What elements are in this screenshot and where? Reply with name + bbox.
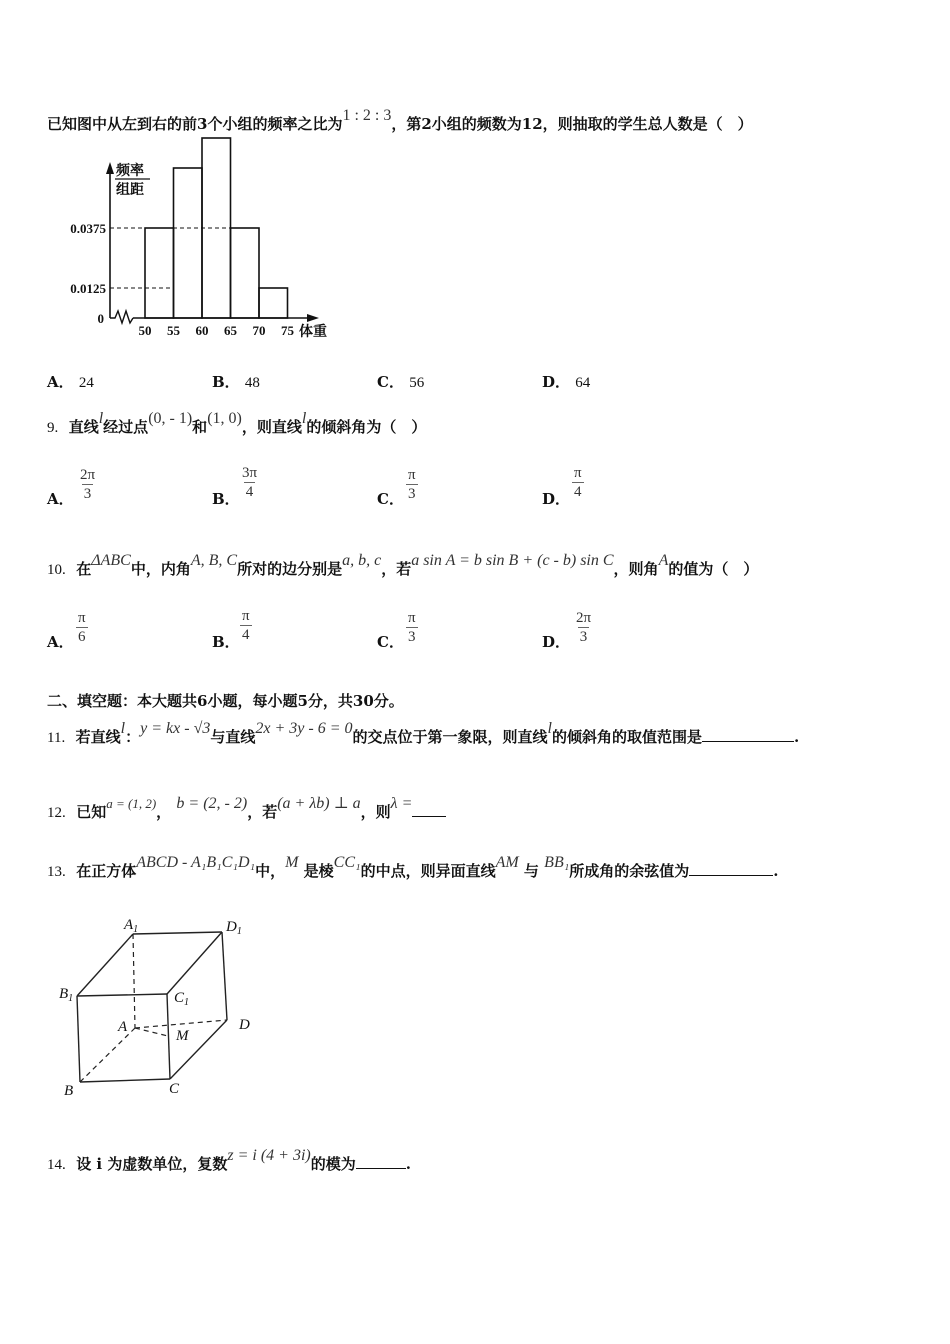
edge-b1-a1 bbox=[77, 934, 133, 996]
edge-c1-d1 bbox=[167, 932, 222, 994]
y-tick-0.0125: 0.0125 bbox=[70, 281, 106, 296]
label-m: M bbox=[176, 1028, 189, 1044]
q10-option-a-frac: $\frac{\pi}{6}$ bbox=[78, 610, 86, 645]
q13-answer-blank[interactable] bbox=[689, 861, 773, 876]
bar-70-75 bbox=[259, 288, 288, 318]
edge-b-c bbox=[80, 1079, 170, 1082]
q10-option-b-frac: $\frac{\pi}{4}$ bbox=[242, 608, 250, 643]
q10-option-d-frac: $\frac{2\pi}{3}$ bbox=[576, 610, 592, 645]
x-tick-75: 75 bbox=[281, 323, 294, 338]
x-tick-65: 65 bbox=[224, 323, 237, 338]
bar-50-55 bbox=[145, 228, 174, 318]
x-tick-50: 50 bbox=[138, 323, 152, 338]
axis-break bbox=[110, 311, 133, 323]
q8-option-d[interactable]: D． 64 bbox=[542, 373, 591, 391]
edge-b1-c1 bbox=[77, 994, 167, 996]
x-axis-arrow bbox=[307, 314, 319, 322]
q9-option-a-frac: $\frac{2\pi}{3}$ bbox=[80, 467, 96, 502]
edge-b1-b bbox=[77, 996, 80, 1082]
q10-option-d[interactable]: D． bbox=[542, 633, 571, 651]
cube-diagram bbox=[55, 912, 265, 1102]
q10-option-b[interactable]: B． bbox=[212, 633, 240, 651]
q8-option-c[interactable]: C． 56 bbox=[377, 373, 425, 391]
q14-answer-blank[interactable] bbox=[356, 1154, 406, 1169]
edge-d1-d bbox=[222, 932, 227, 1020]
q10-option-a[interactable]: A． bbox=[47, 633, 74, 651]
q9-option-b-frac: $\frac{3\pi}{4}$ bbox=[242, 465, 258, 500]
section-2-heading: 二、填空题：本大题共6小题，每小题5分，共30分。 bbox=[47, 692, 404, 710]
edge-c1-c bbox=[167, 994, 170, 1079]
q8-option-b[interactable]: B． 48 bbox=[212, 373, 260, 391]
q9-option-b[interactable]: B． bbox=[212, 490, 240, 508]
q14-stem: 14. 设 i 为虚数单位，复数z = i (4 + 3i)的模为 . bbox=[47, 1147, 411, 1173]
q10-option-c-frac: $\frac{\pi}{3}$ bbox=[408, 610, 416, 645]
y-tick-0.0375: 0.0375 bbox=[70, 221, 106, 236]
label-d1: $D_1$ bbox=[226, 919, 242, 937]
y-label-bottom: 组距 bbox=[116, 183, 144, 198]
y-label-top: 频率 bbox=[116, 164, 144, 179]
y-axis-arrow bbox=[106, 162, 114, 174]
q9-option-d[interactable]: D． bbox=[542, 490, 571, 508]
bar-55-60 bbox=[174, 168, 203, 318]
label-c1: $C_1$ bbox=[174, 990, 190, 1008]
label-a1: $A_1$ bbox=[124, 917, 139, 935]
q12-answer-blank[interactable] bbox=[412, 802, 446, 817]
q9-stem: 9. 直线l经过点(0, - 1)和(1, 0)，则直线l的倾斜角为（ ） bbox=[47, 410, 427, 436]
x-tick-60: 60 bbox=[195, 323, 209, 338]
edge-a-d bbox=[135, 1020, 227, 1028]
q10-stem: 10. 在ΔABC中，内角A, B, C所对的边分别是a, b, c，若a sin A = b sin B + (c - b) sin C，则角A的值为（ ） bbox=[47, 552, 759, 578]
bar-65-70 bbox=[231, 228, 260, 318]
q13-stem: 13. 在正方体ABCD - A₁B₁C₁D₁中，M 是棱CC₁的中点，则异面直线AM 与 BB₁所成角的余弦值为 . bbox=[47, 854, 779, 880]
edge-a-b bbox=[80, 1028, 135, 1082]
x-axis-label: 体重 bbox=[299, 325, 327, 340]
q8-option-a[interactable]: A． 24 bbox=[47, 373, 94, 391]
q11-answer-blank[interactable] bbox=[702, 727, 794, 742]
label-b: B bbox=[64, 1083, 74, 1099]
q8-stem: 已知图中从左到右的前3个小组的频率之比为1 : 2 : 3，第2小组的频数为12，则抽取的学生总人数是（ ） bbox=[47, 107, 753, 133]
q9-option-a[interactable]: A． bbox=[47, 490, 74, 508]
label-a: A bbox=[118, 1019, 128, 1035]
origin-label: 0 bbox=[97, 311, 104, 326]
q10-option-c[interactable]: C． bbox=[377, 633, 404, 651]
x-tick-70: 70 bbox=[252, 323, 266, 338]
label-d: D bbox=[239, 1017, 250, 1033]
ratio-math: 1 : 2 : 3 bbox=[342, 107, 392, 124]
q9-option-c[interactable]: C． bbox=[377, 490, 404, 508]
q11-stem: 11. 若直线l：y = kx - √3与直线2x + 3y - 6 = 0的交点位于第一象限，则直线l的倾斜角的取值范围是 . bbox=[47, 720, 800, 746]
frequency-histogram bbox=[70, 158, 345, 348]
label-c: C bbox=[169, 1081, 180, 1097]
q9-option-c-frac: $\frac{\pi}{3}$ bbox=[408, 467, 416, 502]
edge-a1-d1 bbox=[133, 932, 222, 934]
edge-a1-a bbox=[133, 934, 135, 1028]
q12-stem: 12. 已知a = (1, 2)， b = (2, - 2)，若(a + λb) ⊥ a，则λ = bbox=[47, 801, 446, 822]
q9-option-d-frac: $\frac{\pi}{4}$ bbox=[574, 465, 582, 500]
segment-a-m bbox=[135, 1028, 168, 1036]
label-b1: $B_1$ bbox=[59, 986, 74, 1004]
x-tick-55: 55 bbox=[167, 323, 180, 338]
